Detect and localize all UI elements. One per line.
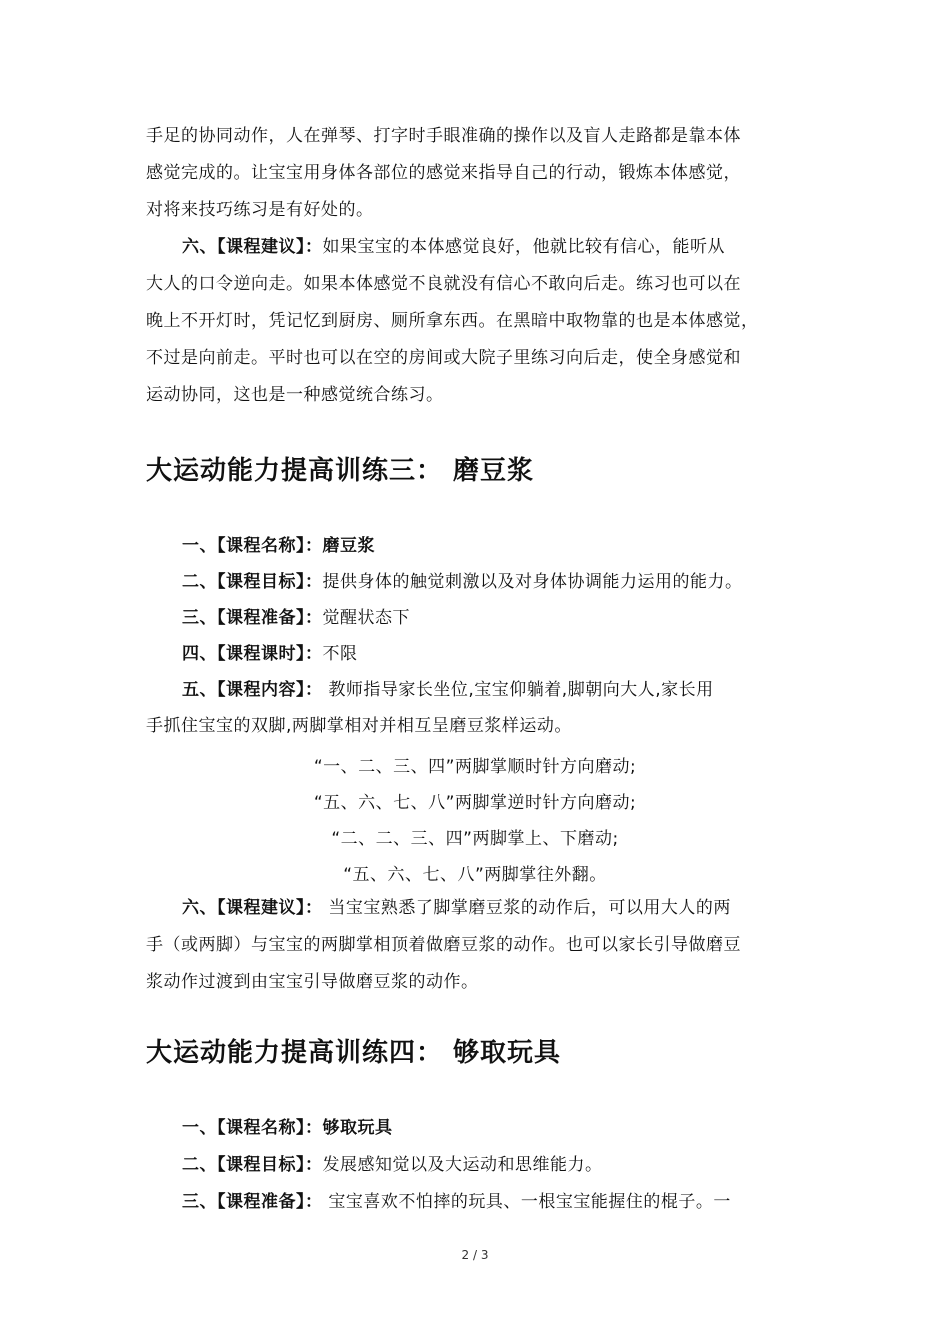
course-item xyxy=(182,1110,393,1147)
item-label: 四、【课程课时】： xyxy=(182,644,323,664)
item-label: 一、【课程名称】： xyxy=(182,1118,323,1138)
item-value: 不限 xyxy=(322,644,358,664)
paragraph-line: 浆动作过渡到由宝宝引导做磨豆浆的动作。 xyxy=(146,972,479,992)
item-label: 五、【课程内容】： xyxy=(182,680,323,700)
chant-line: “一、二、三、四”两脚掌顺时针方向磨动; xyxy=(313,757,637,777)
suggestion-line xyxy=(182,890,731,927)
item-value: 够取玩具 xyxy=(322,1118,393,1138)
paragraph-line: 运动协同，这也是一种感觉统合练习。 xyxy=(146,385,444,405)
suggestion-label: 六、【课程建议】： xyxy=(182,237,323,257)
paragraph-line: 不过是向前走。平时也可以在空的房间或大院子里练习向后走，使全身感觉和 xyxy=(146,348,741,368)
course-item xyxy=(182,636,358,673)
paragraph-line: 晚上不开灯时，凭记忆到厨房、厕所拿东西。在黑暗中取物靠的也是本体感觉， xyxy=(146,311,759,331)
paragraph-line: 感觉完成的。让宝宝用身体各部位的感觉来指导自己的行动，锻炼本体感觉， xyxy=(146,163,741,183)
chant-line: “五、六、七、八”两脚掌往外翻。 xyxy=(343,865,607,885)
section-heading: 大运动能力提高训练三： 磨豆浆 xyxy=(146,456,535,486)
item-label: 二、【课程目标】： xyxy=(182,572,323,592)
item-value: 磨豆浆 xyxy=(322,536,375,556)
page-number: 2 / 3 xyxy=(461,1248,489,1262)
chant-line: “二、二、三、四”两脚掌上、下磨动; xyxy=(331,829,619,849)
item-value: 教师指导家长坐位,宝宝仰躺着,脚朝向大人,家长用 xyxy=(322,680,714,700)
paragraph-line: 手足的协同动作，人在弹琴、打字时手眼准确的操作以及盲人走路都是靠本体 xyxy=(146,126,741,146)
section-heading: 大运动能力提高训练四： 够取玩具 xyxy=(146,1038,562,1068)
suggestion-text: 当宝宝熟悉了脚掌磨豆浆的动作后，可以用大人的两 xyxy=(322,898,731,918)
item-value: 宝宝喜欢不怕摔的玩具、一根宝宝能握住的棍子。一 xyxy=(322,1192,731,1212)
item-label: 一、【课程名称】： xyxy=(182,536,323,556)
chant-line: “五、六、七、八”两脚掌逆时针方向磨动; xyxy=(313,793,637,813)
paragraph-line: 对将来技巧练习是有好处的。 xyxy=(146,200,374,220)
item-label: 三、【课程准备】： xyxy=(182,608,323,628)
course-item xyxy=(182,672,714,709)
suggestion-label: 六、【课程建议】： xyxy=(182,898,323,918)
item-value: 觉醒状态下 xyxy=(322,608,410,628)
course-item xyxy=(182,600,410,637)
course-item xyxy=(182,1147,603,1184)
paragraph-line: 手抓住宝宝的双脚,两脚掌相对并相互呈磨豆浆样运动。 xyxy=(146,716,572,736)
item-label: 二、【课程目标】： xyxy=(182,1155,323,1175)
course-item xyxy=(182,1184,731,1221)
course-item xyxy=(182,528,375,565)
item-label: 三、【课程准备】： xyxy=(182,1192,323,1212)
item-value: 发展感知觉以及大运动和思维能力。 xyxy=(322,1155,603,1175)
paragraph-line: 手（或两脚）与宝宝的两脚掌相顶着做磨豆浆的动作。也可以家长引导做磨豆 xyxy=(146,935,741,955)
item-value: 提供身体的触觉刺激以及对身体协调能力运用的能力。 xyxy=(322,572,743,592)
suggestion-text: 如果宝宝的本体感觉良好，他就比较有信心，能听从 xyxy=(322,237,725,257)
course-item xyxy=(182,564,743,601)
paragraph-line: 大人的口令逆向走。如果本体感觉不良就没有信心不敢向后走。练习也可以在 xyxy=(146,274,741,294)
suggestion-line xyxy=(182,229,725,266)
